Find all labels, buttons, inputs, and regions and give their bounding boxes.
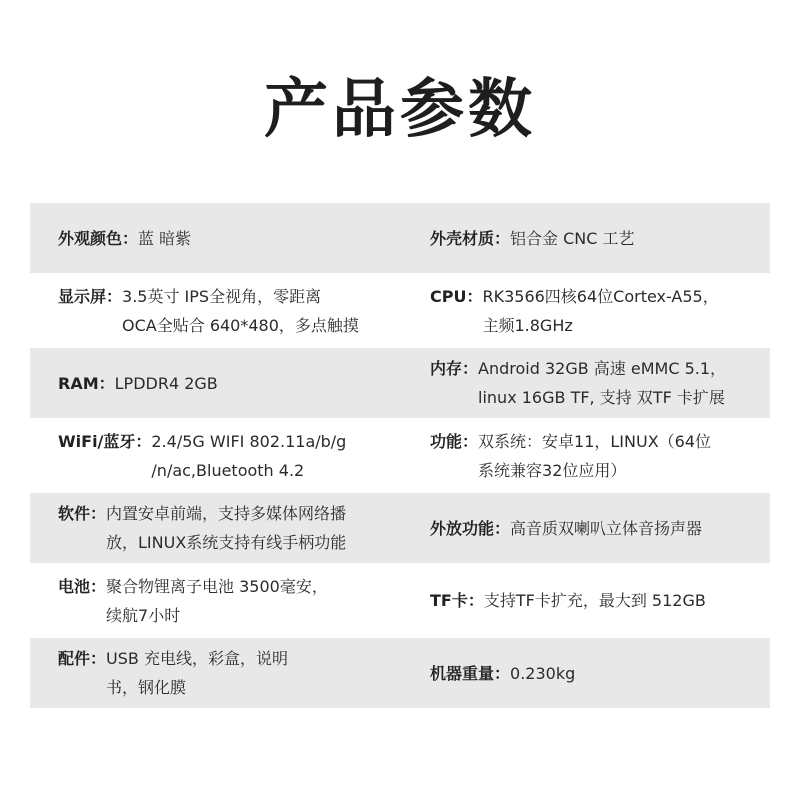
spec-value-line: 放，LINUX系统支持有线手柄功能: [106, 533, 347, 552]
spec-value: [106, 499, 346, 557]
spec-value-line: 支持TF卡扩充，最大到 512GB: [483, 591, 706, 610]
spec-label: 内存：: [430, 359, 479, 378]
spec-value: [510, 224, 635, 253]
spec-label: 外观颜色：: [58, 228, 139, 248]
spec-function: [430, 418, 760, 493]
spec-wifi-bluetooth: [58, 418, 408, 493]
spec-value-line: /n/ac,Bluetooth 4.2: [151, 460, 305, 480]
spec-value-line: 内置安卓前端，支持多媒体网络播: [106, 504, 347, 523]
spec-value-line: LPDDR4 2GB: [114, 373, 218, 393]
spec-value-line: 高音质双喇叭立体音扬声器: [510, 518, 703, 538]
spec-value: [478, 354, 726, 412]
spec-value-line: 0.230kg: [510, 663, 576, 683]
spec-display: [58, 273, 408, 348]
spec-value: [482, 282, 718, 340]
spec-label: 软件：: [58, 504, 107, 523]
spec-label: 显示屏：: [58, 286, 123, 306]
spec-label: RAM：: [58, 373, 115, 393]
spec-value-line: 主频1.8GHz: [482, 315, 573, 335]
spec-label: 机器重量：: [430, 663, 511, 683]
spec-row: [30, 203, 770, 273]
spec-value-line: 聚合物锂离子电池 3500毫安，: [106, 576, 328, 596]
spec-value: [510, 659, 575, 688]
spec-value-line: Android 32GB 高速 eMMC 5.1，: [478, 359, 727, 378]
spec-label: 功能：: [430, 431, 479, 451]
spec-row: [30, 493, 770, 563]
spec-label: 外壳材质：: [430, 228, 511, 248]
spec-row: [30, 563, 770, 638]
spec-value: [106, 644, 288, 702]
spec-row: [30, 348, 770, 418]
spec-value-line: 续航7小时: [106, 605, 181, 625]
spec-value-line: USB 充电线，彩盒，说明: [106, 649, 288, 668]
page-title: 产品参数: [264, 73, 536, 147]
spec-value-line: 系统兼容32位应用）: [478, 460, 627, 480]
spec-table: [30, 203, 770, 708]
spec-storage: [430, 348, 760, 418]
spec-value-line: linux 16GB TF, 支持 双TF 卡扩展: [478, 388, 725, 407]
spec-value: [151, 427, 346, 485]
spec-label: 配件：: [58, 649, 107, 668]
spec-value-line: 2.4/5G WIFI 802.11a/b/g: [151, 431, 347, 451]
spec-value: [478, 427, 711, 485]
spec-value-line: 铝合金 CNC 工艺: [510, 228, 635, 248]
spec-value: [510, 514, 702, 543]
spec-label: TF卡：: [430, 591, 484, 610]
spec-shell-material: [430, 203, 760, 273]
spec-ram: [58, 348, 408, 418]
spec-label: WiFi/蓝牙：: [58, 431, 152, 451]
spec-value: [138, 224, 191, 253]
spec-battery: [58, 563, 408, 638]
spec-value-line: 3.5英寸 IPS全视角，零距离: [122, 286, 322, 306]
spec-color: [58, 203, 408, 273]
spec-software: [58, 493, 408, 563]
spec-row: [30, 638, 770, 708]
spec-label: CPU：: [430, 286, 483, 306]
spec-value: [122, 282, 359, 340]
spec-tf-card: [430, 563, 760, 638]
spec-value-line: 书，钢化膜: [106, 678, 187, 697]
spec-value-line: RK3566四核64位Cortex-A55，: [482, 286, 719, 306]
spec-value: [106, 572, 328, 630]
spec-label: 外放功能：: [430, 518, 511, 538]
spec-weight: [430, 638, 760, 708]
spec-value-line: OCA全贴合 640*480，多点触摸: [122, 315, 359, 335]
spec-speaker: [430, 493, 760, 563]
spec-accessories: [58, 638, 408, 708]
spec-value-line: 双系统：安卓11，LINUX（64位: [478, 431, 712, 451]
spec-row: [30, 273, 770, 348]
spec-value: [484, 586, 706, 615]
spec-value: [115, 369, 218, 398]
spec-label: 电池：: [58, 576, 107, 596]
spec-row: [30, 418, 770, 493]
spec-value-line: 蓝 暗紫: [138, 228, 192, 248]
spec-cpu: [430, 273, 760, 348]
